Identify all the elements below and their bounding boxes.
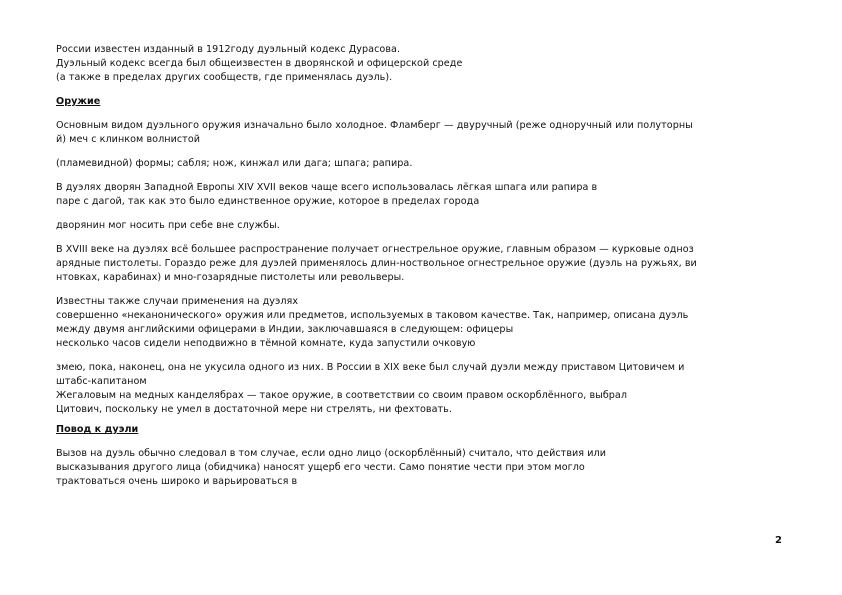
text-line: й) меч с клинком волнистой [56,134,201,145]
text-line: змею, пока, наконец, она не укусила одного из них. В России в XIX веке был случай дуэли между приставом Цитовичем и [56,362,685,373]
text-line: Вызов на дуэль обычно следовал в том случае, если одно лицо (оскорблённый) считало, что действия или [56,448,606,459]
text-line: России известен изданный в 1912году дуэльный кодекс Дурасова. [56,44,401,55]
page-number: 2 [775,535,782,546]
paragraph [56,157,796,171]
section-heading-weapons: Оружие [56,96,101,107]
text-line: трактоваться очень широко и варьироваться в [56,476,298,487]
text-line: Жегаловым на медных канделябрах — такое оружие, в соответствии со своим правом оскорблённого, выбрал [56,390,628,401]
paragraph [56,181,796,209]
paragraph [56,447,796,489]
text-line: между двумя английскими офицерами в Индии, заключавшаяся в следующем: офицеры [56,324,514,335]
text-line: паре с дагой, так как это было единственное оружие, которое в пределах города [56,196,480,207]
text-line: нтовках, карабинах) и мно-гозарядные пистолеты или револьверы. [56,272,405,283]
text-line: (пламевидной) формы; сабля; нож, кинжал или дага; шпага; рапира. [56,158,413,169]
section-heading-reason: Повод к дуэли [56,424,139,435]
intro-paragraph [56,43,796,85]
text-line: высказывания другого лица (обидчика) наносят ущерб его чести. Само понятие чести при этом могло [56,462,585,473]
text-line: дворянин мог носить при себе вне службы. [56,220,280,231]
paragraph [56,361,796,417]
text-line: В XVIII веке на дуэлях всё большее распространение получает огнестрельное оружие, главным образом — курковые одноз [56,244,694,255]
text-line: несколько часов сидели неподвижно в тёмной комнате, куда запустили очковую [56,338,476,349]
paragraph [56,295,796,351]
paragraph [56,219,796,233]
text-line: Основным видом дуэльного оружия изначально было холодное. Фламберг — двуручный (реже одноручный или полуторны [56,120,693,131]
document-page [56,43,796,499]
text-line: Известны также случаи применения на дуэлях [56,296,299,307]
text-line: В дуэлях дворян Западной Европы XIV XVII веков чаще всего использовалась лёгкая шпага или рапира в [56,182,598,193]
text-line: совершенно «неканонического» оружия или предметов, используемых в таковом качестве. Так, например, описана дуэль [56,310,689,321]
text-line: (а также в пределах других сообществ, где применялась дуэль). [56,72,393,83]
text-line: штабс-капитаном [56,376,147,387]
text-line: арядные пистолеты. Гораздо реже для дуэлей применялось длин-ноствольное огнестрельное оружие (дуэль на ружьях, ви [56,258,697,269]
text-line: Дуэльный кодекс всегда был общеизвестен в дворянской и офицерской среде [56,58,463,69]
text-line: Цитович, поскольку не умел в достаточной мере ни стрелять, ни фехтовать. [56,404,452,415]
paragraph [56,243,796,285]
paragraph [56,119,796,147]
